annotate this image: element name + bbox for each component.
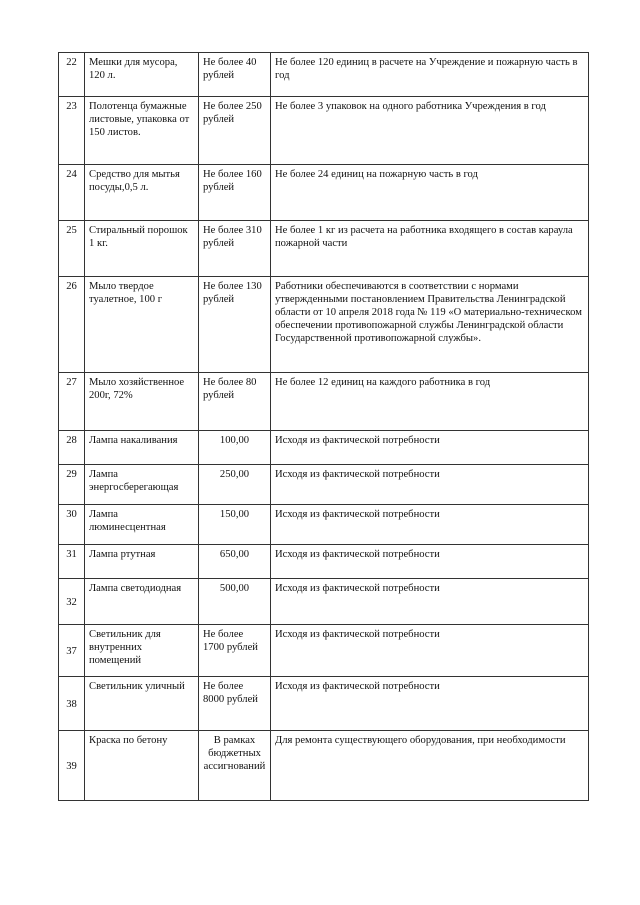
supply-norm: Не более 12 единиц на каждого работника в год bbox=[271, 373, 589, 431]
price-limit: Не более 130 рублей bbox=[199, 277, 271, 373]
item-name: Стиральный порошок 1 кг. bbox=[85, 221, 199, 277]
row-number: 27 bbox=[59, 373, 85, 431]
table-row bbox=[59, 221, 589, 277]
price-limit: Не более 160 рублей bbox=[199, 165, 271, 221]
row-number: 39 bbox=[59, 731, 85, 801]
table-row bbox=[59, 53, 589, 97]
table-row bbox=[59, 677, 589, 731]
row-number: 22 bbox=[59, 53, 85, 97]
supply-norm: Исходя из фактической потребности bbox=[271, 579, 589, 625]
row-number: 29 bbox=[59, 465, 85, 505]
supply-norm: Работники обеспечиваются в соответствии с нормами утвержденными постановлением Правительства Ленинградской области от 10 апреля 2018 года № 119 «О материально-техническом обеспечении противопожарной службы Ленинградской области Государственной противопожарной службы». bbox=[271, 277, 589, 373]
item-name: Лампа энергосберегающая bbox=[85, 465, 199, 505]
item-name: Средство для мытья посуды,0,5 л. bbox=[85, 165, 199, 221]
table-row bbox=[59, 373, 589, 431]
item-name: Лампа ртутная bbox=[85, 545, 199, 579]
row-number: 31 bbox=[59, 545, 85, 579]
row-number: 26 bbox=[59, 277, 85, 373]
table-row bbox=[59, 579, 589, 625]
supply-norm: Не более 120 единиц в расчете на Учреждение и пожарную часть в год bbox=[271, 53, 589, 97]
supply-norm: Исходя из фактической потребности bbox=[271, 431, 589, 465]
supply-norm: Исходя из фактической потребности bbox=[271, 545, 589, 579]
price-limit: 500,00 bbox=[199, 579, 271, 625]
price-limit: 650,00 bbox=[199, 545, 271, 579]
price-limit: Не более 8000 рублей bbox=[199, 677, 271, 731]
price-limit: 100,00 bbox=[199, 431, 271, 465]
table-row bbox=[59, 505, 589, 545]
item-name: Мыло хозяйственное 200г, 72% bbox=[85, 373, 199, 431]
table-row bbox=[59, 97, 589, 165]
table-row bbox=[59, 277, 589, 373]
table-row bbox=[59, 625, 589, 677]
item-name: Полотенца бумажные листовые, упаковка от 150 листов. bbox=[85, 97, 199, 165]
price-limit: Не более 1700 рублей bbox=[199, 625, 271, 677]
row-number: 28 bbox=[59, 431, 85, 465]
supply-norm: Исходя из фактической потребности bbox=[271, 677, 589, 731]
price-limit: В рамках бюджетных ассигнований bbox=[199, 731, 271, 801]
supply-norm: Исходя из фактической потребности bbox=[271, 625, 589, 677]
price-limit: Не более 40 рублей bbox=[199, 53, 271, 97]
supply-norm: Не более 3 упаковок на одного работника Учреждения в год bbox=[271, 97, 589, 165]
table-row bbox=[59, 465, 589, 505]
row-number: 25 bbox=[59, 221, 85, 277]
item-name: Лампа люминесцентная bbox=[85, 505, 199, 545]
norms-table bbox=[58, 52, 589, 801]
item-name: Лампа накаливания bbox=[85, 431, 199, 465]
item-name: Лампа светодиодная bbox=[85, 579, 199, 625]
price-limit: Не более 250 рублей bbox=[199, 97, 271, 165]
table-row bbox=[59, 431, 589, 465]
table-row bbox=[59, 165, 589, 221]
item-name: Краска по бетону bbox=[85, 731, 199, 801]
supply-norm: Для ремонта существующего оборудования, при необходимости bbox=[271, 731, 589, 801]
item-name: Мешки для мусора, 120 л. bbox=[85, 53, 199, 97]
table-row bbox=[59, 545, 589, 579]
item-name: Светильник уличный bbox=[85, 677, 199, 731]
price-limit: Не более 80 рублей bbox=[199, 373, 271, 431]
price-limit: Не более 310 рублей bbox=[199, 221, 271, 277]
row-number: 30 bbox=[59, 505, 85, 545]
supply-norm: Не более 24 единиц на пожарную часть в год bbox=[271, 165, 589, 221]
supply-norm: Исходя из фактической потребности bbox=[271, 465, 589, 505]
item-name: Светильник для внутренних помещений bbox=[85, 625, 199, 677]
row-number: 24 bbox=[59, 165, 85, 221]
item-name: Мыло твердое туалетное, 100 г bbox=[85, 277, 199, 373]
price-limit: 150,00 bbox=[199, 505, 271, 545]
supply-norm: Исходя из фактической потребности bbox=[271, 505, 589, 545]
supply-norm: Не более 1 кг из расчета на работника входящего в состав караула пожарной части bbox=[271, 221, 589, 277]
row-number: 23 bbox=[59, 97, 85, 165]
price-limit: 250,00 bbox=[199, 465, 271, 505]
row-number: 38 bbox=[59, 677, 85, 731]
row-number: 37 bbox=[59, 625, 85, 677]
row-number: 32 bbox=[59, 579, 85, 625]
table-row bbox=[59, 731, 589, 801]
